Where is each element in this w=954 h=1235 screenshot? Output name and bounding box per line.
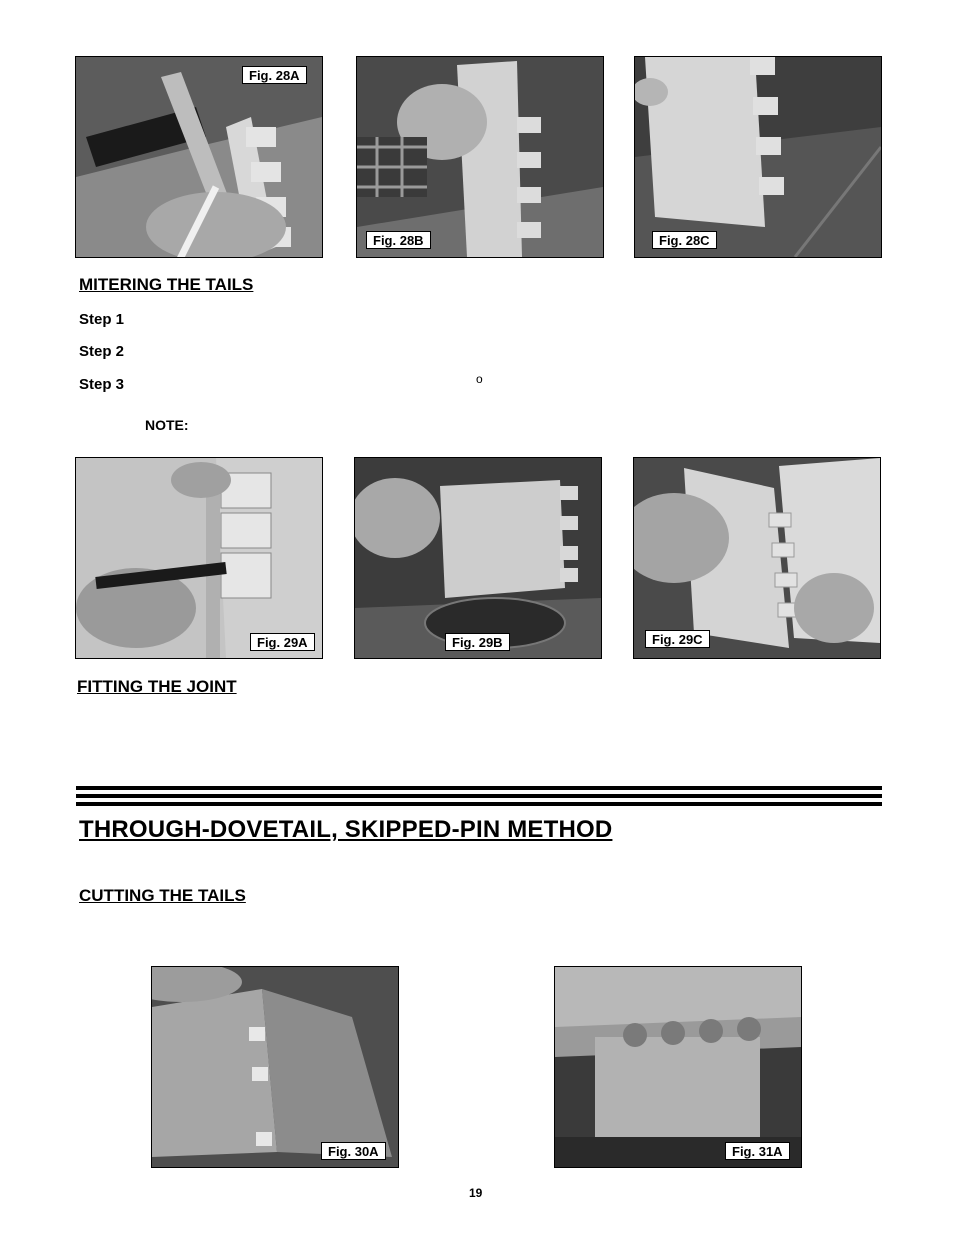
section-title-through-dovetail: THROUGH-DOVETAIL, SKIPPED-PIN METHOD (79, 816, 613, 843)
photo-fitting-joint (634, 458, 880, 658)
step-1-label: Step 1 (79, 311, 125, 328)
section-heading-cutting-tails: CUTTING THE TAILS (79, 886, 246, 905)
step-3-label: Step 3 (79, 376, 125, 393)
photo-jig-with-board (555, 967, 801, 1167)
figure-label: Fig. 28C (652, 231, 717, 249)
photo-board-on-table-saw (635, 57, 881, 257)
section-heading-fitting: FITTING THE JOINT (77, 677, 237, 696)
figure-label: Fig. 28A (242, 66, 307, 84)
page-number: 19 (469, 1186, 483, 1200)
figure-28a (75, 56, 323, 258)
photo-skipped-pin-joint (152, 967, 398, 1167)
divider-rule-bottom (76, 802, 882, 806)
figure-29c (633, 457, 881, 659)
photo-marking-square-and-ruler (76, 57, 322, 257)
figure-28c (634, 56, 882, 258)
figure-label: Fig. 28B (366, 231, 431, 249)
photo-board-on-miter-gauge (357, 57, 603, 257)
figure-label: Fig. 29C (645, 630, 710, 648)
step-2-label: Step 2 (79, 343, 125, 360)
figure-label: Fig. 29B (445, 633, 510, 651)
photo-marking-tails-with-ruler (76, 458, 322, 658)
figure-31a (554, 966, 802, 1168)
figure-label: Fig. 30A (321, 1142, 386, 1160)
figure-label: Fig. 31A (725, 1142, 790, 1160)
photo-cutting-miter (355, 458, 601, 658)
note-label: NOTE: (145, 417, 189, 433)
figure-29b (354, 457, 602, 659)
section-heading-mitering: MITERING THE TAILS (79, 275, 254, 294)
figure-30a (151, 966, 399, 1168)
figure-28b (356, 56, 604, 258)
divider-rule-top (76, 786, 882, 790)
figure-label: Fig. 29A (250, 633, 315, 651)
divider-rule-middle (76, 794, 882, 798)
degree-symbol: o (476, 372, 483, 386)
figure-29a (75, 457, 323, 659)
